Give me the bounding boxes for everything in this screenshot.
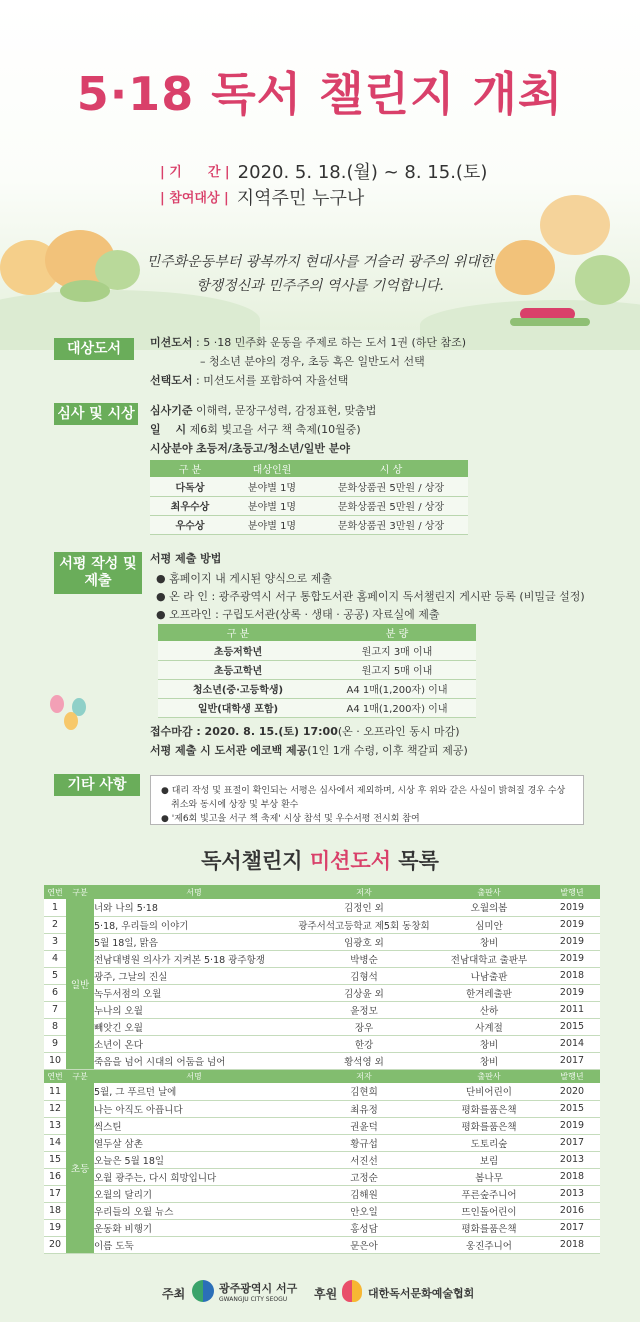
book-year: 2013	[544, 1151, 600, 1168]
field-title: 시상분야	[150, 442, 193, 455]
prize-header: 대상인원	[230, 460, 314, 477]
gift-rest: (1인 1개 수령, 이후 책갈피 제공)	[307, 744, 468, 757]
book-number: 12	[44, 1100, 66, 1117]
book-author: 광주서석고등학교 제5회 동창회	[294, 916, 434, 933]
review-label-line1: 서평 작성 및	[59, 556, 137, 572]
field-text: 초등저/초등고/청소년/일반 분야	[196, 442, 351, 455]
book-general-body	[44, 899, 600, 1069]
book-year: 2017	[544, 1219, 600, 1236]
table-row	[158, 660, 476, 679]
book-publisher: 전남대학교 출판부	[434, 950, 544, 967]
seogu-logo-icon	[192, 1280, 214, 1302]
book-publisher: 산하	[434, 1001, 544, 1018]
book-publisher: 푸른숲주니어	[434, 1185, 544, 1202]
length-cell: 원고지 3매 이내	[318, 641, 476, 660]
table-row	[44, 1052, 600, 1069]
book-number: 9	[44, 1035, 66, 1052]
book-year: 2019	[544, 916, 600, 933]
prize-cell: 문화상품권 5만원 / 상장	[314, 496, 468, 515]
book-title: 열두살 삼촌	[94, 1134, 294, 1151]
book-header: 구분	[66, 885, 94, 899]
book-header: 발행년	[544, 1069, 600, 1083]
table-row	[44, 950, 600, 967]
book-author: 박병순	[294, 950, 434, 967]
table-row	[44, 1035, 600, 1052]
book-year: 2020	[544, 1083, 600, 1100]
review-bullet-1: ● 홈페이지 내 게시된 양식으로 제출	[156, 572, 332, 585]
prize-header-row	[150, 460, 468, 477]
book-number: 2	[44, 916, 66, 933]
prize-header: 시 상	[314, 460, 468, 477]
gift-line	[150, 742, 468, 758]
choice-title: 선택도서	[150, 374, 193, 387]
book-publisher: 웅진주니어	[434, 1236, 544, 1253]
length-cell: 일반(대학생 포함)	[158, 698, 318, 717]
book-title: 5·18, 우리들의 이야기	[94, 916, 294, 933]
prize-cell: 최우수상	[150, 496, 230, 515]
book-author: 최유정	[294, 1100, 434, 1117]
book-author: 한강	[294, 1035, 434, 1052]
prize-cell: 다독상	[150, 477, 230, 496]
book-number: 6	[44, 984, 66, 1001]
book-header: 연번	[44, 1069, 66, 1083]
slogan-line2: 항쟁정신과 민주주의 역사를 기억합니다.	[196, 278, 444, 294]
book-number: 20	[44, 1236, 66, 1253]
book-header: 연번	[44, 885, 66, 899]
book-author: 김정인 외	[294, 899, 434, 916]
prize-cell: 문화상품권 5만원 / 상장	[314, 477, 468, 496]
book-year: 2013	[544, 1185, 600, 1202]
book-publisher: 봄나무	[434, 1168, 544, 1185]
book-publisher: 평화를품은책	[434, 1117, 544, 1134]
section-label-judging: 심사 및 시상	[54, 403, 138, 425]
length-header: 분 량	[318, 624, 476, 641]
book-publisher: 보림	[434, 1151, 544, 1168]
book-year: 2018	[544, 1168, 600, 1185]
book-year: 2015	[544, 1100, 600, 1117]
book-year: 2019	[544, 1117, 600, 1134]
book-year: 2018	[544, 1236, 600, 1253]
book-title: 죽음을 넘어 시대의 어둠을 넘어	[94, 1052, 294, 1069]
book-author: 김형석	[294, 967, 434, 984]
book-author: 임광호 외	[294, 933, 434, 950]
book-title: 전남대병원 의사가 지켜본 5·18 광주항쟁	[94, 950, 294, 967]
table-row	[150, 496, 468, 515]
length-header-row	[158, 624, 476, 641]
book-year: 2016	[544, 1202, 600, 1219]
book-author: 윤정모	[294, 1001, 434, 1018]
book-title: 우리들의 오월 뉴스	[94, 1202, 294, 1219]
table-row	[44, 1202, 600, 1219]
book-header: 서명	[94, 1069, 294, 1083]
book-title: 오월 광주는, 다시 희망입니다	[94, 1168, 294, 1185]
target-value: 지역주민 누구나	[236, 188, 365, 209]
table-row	[44, 1151, 600, 1168]
table-row	[44, 933, 600, 950]
page-title: 5·18 독서 챌린지 개최	[76, 67, 564, 121]
table-row	[44, 1134, 600, 1151]
book-year: 2019	[544, 984, 600, 1001]
book-number: 19	[44, 1219, 66, 1236]
table-row	[44, 1185, 600, 1202]
slogan	[130, 250, 510, 298]
book-title: 빼앗긴 오월	[94, 1018, 294, 1035]
review-bullet-2: ● 온 라 인 : 광주광역시 서구 통합도서관 홈페이지 독서챌린지 게시판 등록 (비밀글 설정)	[156, 590, 585, 603]
length-cell: 원고지 5매 이내	[318, 660, 476, 679]
book-title: 너와 나의 5·18	[94, 899, 294, 916]
choice-line	[150, 372, 348, 388]
date-title: 일 시	[150, 423, 187, 436]
book-author: 홍성담	[294, 1219, 434, 1236]
balloon-icon	[64, 712, 78, 730]
book-number: 16	[44, 1168, 66, 1185]
bush-icon	[60, 280, 110, 302]
mission-note: – 청소년 분야의 경우, 초등 혹은 일반도서 선택	[200, 355, 425, 368]
book-title: 나는 아직도 아픕니다	[94, 1100, 294, 1117]
book-number: 1	[44, 899, 66, 916]
book-title: 소년이 온다	[94, 1035, 294, 1052]
section-label-etc: 기타 사항	[54, 774, 140, 796]
book-group-label: 초등	[66, 1083, 94, 1253]
book-header: 출판사	[434, 1069, 544, 1083]
book-title: 누나의 오월	[94, 1001, 294, 1018]
table-row	[44, 984, 600, 1001]
table-row	[44, 1018, 600, 1035]
book-publisher: 오월의봄	[434, 899, 544, 916]
period-value: 2020. 5. 18.(월) ~ 8. 15.(토)	[237, 162, 488, 183]
book-year: 2015	[544, 1018, 600, 1035]
deadline-rest: (온 · 오프라인 동시 마감)	[337, 725, 460, 738]
info-period	[160, 158, 487, 184]
book-publisher: 뜨인돌어린이	[434, 1202, 544, 1219]
book-author: 권윤덕	[294, 1117, 434, 1134]
book-author: 서진선	[294, 1151, 434, 1168]
book-title: 5월 18일, 맑음	[94, 933, 294, 950]
book-author: 고정순	[294, 1168, 434, 1185]
book-author: 안오일	[294, 1202, 434, 1219]
book-number: 10	[44, 1052, 66, 1069]
book-header: 서명	[94, 885, 294, 899]
book-title: 오월의 달리기	[94, 1185, 294, 1202]
prize-cell: 분야별 1명	[230, 515, 314, 534]
book-title: 녹두서점의 오월	[94, 984, 294, 1001]
etc-line1: ● 대리 작성 및 표절이 확인되는 서평은 심사에서 제외하며, 시상 후 위와 같은 사실이 밝혀질 경우 수상	[161, 786, 566, 796]
book-number: 18	[44, 1202, 66, 1219]
book-publisher: 나남출판	[434, 967, 544, 984]
length-cell: A4 1매(1,200자) 이내	[318, 679, 476, 698]
host-name-en: GWANGJU CITY SEOGU	[219, 1296, 288, 1303]
table-row	[44, 1083, 600, 1100]
book-header: 저자	[294, 1069, 434, 1083]
table-row	[44, 1219, 600, 1236]
association-logo-icon	[342, 1280, 362, 1302]
length-cell: 초등고학년	[158, 660, 318, 679]
book-publisher: 평화를품은책	[434, 1100, 544, 1117]
etc-box	[150, 775, 584, 825]
book-elementary-body	[44, 1083, 600, 1253]
etc-line3: ● '제6회 빛고을 서구 책 축제' 시상 참석 및 우수서평 전시회 참여	[161, 814, 420, 824]
book-publisher: 한겨레출판	[434, 984, 544, 1001]
book-publisher: 단비어린이	[434, 1083, 544, 1100]
criteria-line	[150, 402, 376, 418]
target-label: | 참여대상 |	[160, 191, 229, 206]
picnic-mat-icon	[510, 318, 590, 326]
book-list-title-suffix: 목록	[391, 849, 439, 873]
book-publisher: 창비	[434, 1052, 544, 1069]
book-publisher: 심미안	[434, 916, 544, 933]
tree-icon	[540, 195, 610, 255]
table-row	[150, 515, 468, 534]
choice-text: : 미션도서를 포함하여 자율선택	[196, 374, 349, 387]
length-cell: 청소년(중·고등학생)	[158, 679, 318, 698]
deadline-line	[150, 723, 460, 739]
table-row	[150, 477, 468, 496]
review-label-line2: 제출	[84, 573, 112, 589]
deadline-bold: 접수마감 : 2020. 8. 15.(토) 17:00	[150, 725, 338, 738]
mission-line	[150, 334, 466, 350]
book-author: 장우	[294, 1018, 434, 1035]
criteria-title: 심사기준	[150, 404, 193, 417]
book-publisher: 창비	[434, 1035, 544, 1052]
book-header-row	[44, 885, 600, 899]
book-year: 2018	[544, 967, 600, 984]
book-number: 8	[44, 1018, 66, 1035]
book-publisher: 창비	[434, 933, 544, 950]
host-label: 주최	[162, 1287, 186, 1301]
book-year: 2017	[544, 1052, 600, 1069]
book-title: 씩스틴	[94, 1117, 294, 1134]
book-author: 김현희	[294, 1083, 434, 1100]
book-publisher: 도토리숲	[434, 1134, 544, 1151]
book-header: 저자	[294, 885, 434, 899]
table-row	[44, 1168, 600, 1185]
book-number: 13	[44, 1117, 66, 1134]
book-title: 광주, 그날의 진실	[94, 967, 294, 984]
book-title: 이름 도둑	[94, 1236, 294, 1253]
date-text: 제6회 빛고을 서구 책 축제(10월중)	[189, 423, 361, 436]
book-header: 발행년	[544, 885, 600, 899]
prize-cell: 분야별 1명	[230, 496, 314, 515]
book-header-row	[44, 1069, 600, 1083]
book-number: 4	[44, 950, 66, 967]
book-list-title-highlight: 미션도서	[309, 849, 391, 873]
prize-table	[150, 460, 468, 535]
book-title: 운동화 비행기	[94, 1219, 294, 1236]
book-publisher: 사계절	[434, 1018, 544, 1035]
section-label-target-books: 대상도서	[54, 338, 134, 360]
table-row	[44, 1100, 600, 1117]
book-author: 문은아	[294, 1236, 434, 1253]
prize-cell: 우수상	[150, 515, 230, 534]
review-method-title: 서평 제출 방법	[150, 552, 222, 565]
table-row	[44, 1001, 600, 1018]
section-label-review	[54, 552, 142, 594]
book-year: 2014	[544, 1035, 600, 1052]
book-number: 14	[44, 1134, 66, 1151]
book-header: 구분	[66, 1069, 94, 1083]
table-row	[44, 967, 600, 984]
table-row	[44, 899, 600, 916]
book-author: 김해원	[294, 1185, 434, 1202]
etc-line2: 취소와 동시에 상장 및 부상 환수	[171, 800, 299, 810]
sponsor-name: 대한독서문화예술협회	[368, 1287, 475, 1300]
book-year: 2019	[544, 899, 600, 916]
book-year: 2019	[544, 950, 600, 967]
mission-text: : 5 ·18 민주화 운동을 주제로 하는 도서 1권 (하단 참조)	[196, 336, 467, 349]
sponsor-label: 후원	[314, 1287, 338, 1301]
prize-cell: 문화상품권 3만원 / 상장	[314, 515, 468, 534]
review-bullet-3: ● 오프라인 : 구립도서관(상록 · 생태 · 공공) 자료실에 제출	[156, 608, 440, 621]
book-number: 3	[44, 933, 66, 950]
book-year: 2017	[544, 1134, 600, 1151]
book-author: 황석영 외	[294, 1052, 434, 1069]
table-row	[44, 1236, 600, 1253]
table-row	[158, 679, 476, 698]
length-cell: 초등저학년	[158, 641, 318, 660]
period-label: | 기 간 |	[160, 165, 230, 180]
book-number: 7	[44, 1001, 66, 1018]
tree-icon	[575, 255, 630, 305]
book-list-title	[0, 845, 640, 875]
book-number: 15	[44, 1151, 66, 1168]
book-number: 5	[44, 967, 66, 984]
book-title: 오늘은 5월 18일	[94, 1151, 294, 1168]
table-row	[158, 641, 476, 660]
book-list-title-prefix: 독서챌린지	[201, 849, 310, 873]
table-row	[44, 1117, 600, 1134]
length-table	[158, 624, 476, 718]
book-header: 출판사	[434, 885, 544, 899]
host-name: 광주광역시 서구	[219, 1282, 298, 1295]
book-publisher: 평화를품은책	[434, 1219, 544, 1236]
slogan-line1: 민주화운동부터 광복까지 현대사를 거슬러 광주의 위대한	[146, 254, 494, 270]
balloon-icon	[50, 695, 64, 713]
field-line	[150, 440, 350, 456]
prize-cell: 분야별 1명	[230, 477, 314, 496]
book-table	[44, 885, 600, 1254]
book-year: 2019	[544, 933, 600, 950]
date-line	[150, 421, 361, 437]
book-author: 김상윤 외	[294, 984, 434, 1001]
info-target	[160, 184, 364, 210]
book-number: 11	[44, 1083, 66, 1100]
length-cell: A4 1매(1,200자) 이내	[318, 698, 476, 717]
table-row	[44, 916, 600, 933]
table-row	[158, 698, 476, 717]
length-header: 구 분	[158, 624, 318, 641]
book-year: 2011	[544, 1001, 600, 1018]
book-group-label: 일반	[66, 899, 94, 1069]
book-title: 5월, 그 푸르던 날에	[94, 1083, 294, 1100]
book-number: 17	[44, 1185, 66, 1202]
book-author: 황규섭	[294, 1134, 434, 1151]
criteria-text: 이해력, 문장구성력, 감정표현, 맞춤법	[196, 404, 377, 417]
gift-bold: 서평 제출 시 도서관 에코백 제공	[150, 744, 308, 757]
prize-header: 구 분	[150, 460, 230, 477]
mission-title: 미션도서	[150, 336, 193, 349]
